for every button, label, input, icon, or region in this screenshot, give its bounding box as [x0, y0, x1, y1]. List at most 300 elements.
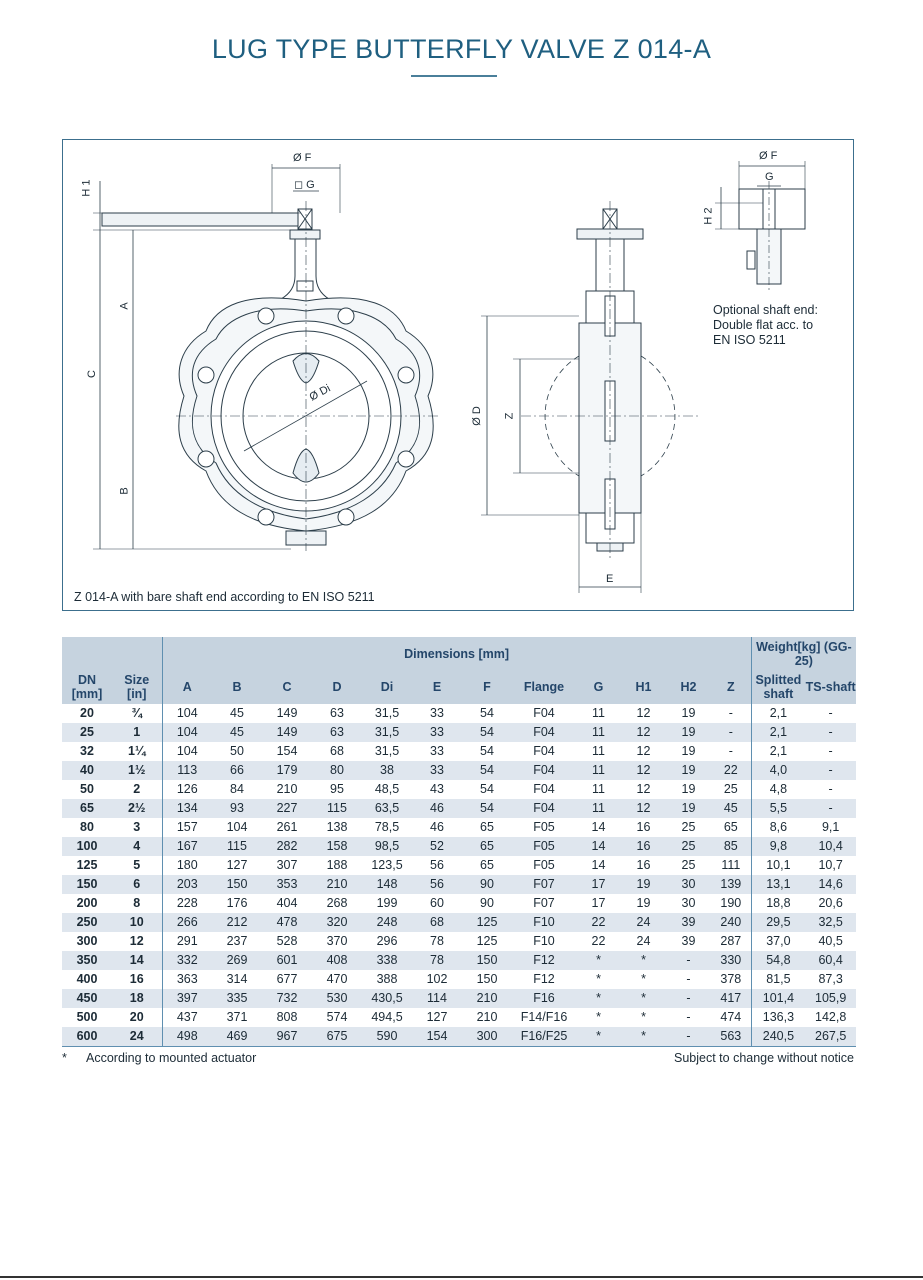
table-cell: 200 — [76, 896, 98, 910]
table-cell: 63 — [330, 706, 344, 720]
table-cell: - — [686, 972, 691, 986]
table-row — [62, 989, 856, 1008]
table-cell: 84 — [230, 782, 244, 796]
table-cell: 210 — [276, 782, 298, 796]
table-cell: * — [621, 951, 666, 970]
table-cell: 19 — [681, 706, 696, 720]
table-cell: 98,5 — [362, 837, 412, 856]
table-cell: 250 — [62, 913, 112, 932]
table-cell: 54 — [462, 761, 512, 780]
column-header: H2 — [666, 670, 711, 704]
table-cell: 176 — [226, 896, 248, 910]
table-cell: 408 — [312, 951, 362, 970]
table-row — [62, 913, 856, 932]
label-phi-f-optional: Ø F — [759, 150, 778, 162]
table-cell: 30 — [681, 896, 696, 910]
table-cell: - — [805, 799, 856, 818]
table-cell: 52 — [412, 837, 462, 856]
table-cell: 240,5 — [751, 1027, 805, 1047]
table-cell: 808 — [276, 1010, 298, 1024]
table-cell: 967 — [262, 1027, 312, 1047]
table-cell: F10 — [533, 934, 555, 948]
table-cell: 732 — [262, 989, 312, 1008]
table-cell: 2,1 — [769, 744, 788, 758]
label-c: C — [85, 370, 98, 378]
column-header: B — [212, 670, 262, 704]
table-cell: 90 — [480, 896, 494, 910]
table-cell: 40,5 — [818, 934, 843, 948]
table-cell: 113 — [162, 761, 212, 780]
table-cell: 56 — [430, 858, 444, 872]
table-cell: * — [596, 972, 601, 986]
table-cell: 65 — [62, 799, 112, 818]
table-cell: F05 — [533, 858, 555, 872]
table-cell: 22 — [591, 934, 606, 948]
table-cell: 157 — [176, 820, 198, 834]
column-header: D — [312, 670, 362, 704]
table-cell: 104 — [176, 706, 198, 720]
table-cell: - — [686, 1010, 691, 1024]
table-cell: 528 — [276, 934, 298, 948]
column-header: Splitted shaft — [751, 670, 805, 704]
table-cell: 167 — [162, 837, 212, 856]
table-cell: 8,6 — [769, 820, 788, 834]
table-cell: 150 — [476, 972, 498, 986]
table-cell: 43 — [430, 782, 444, 796]
table-cell: 11 — [576, 799, 621, 818]
table-cell: 31,5 — [374, 744, 400, 758]
table-cell: F04 — [512, 799, 576, 818]
table-cell: 114 — [412, 989, 462, 1008]
table-cell: 335 — [212, 989, 262, 1008]
table-cell: 50 — [230, 744, 244, 758]
table-cell: 203 — [162, 875, 212, 894]
table-cell: 6 — [112, 875, 162, 894]
table-cell: - — [828, 744, 833, 758]
table-cell: 2 — [112, 780, 162, 799]
table-cell: 675 — [312, 1027, 362, 1047]
table-cell: 25 — [681, 820, 696, 834]
table-cell: 63 — [312, 723, 362, 742]
table-cell: 93 — [212, 799, 262, 818]
table-cell: 450 — [62, 989, 112, 1008]
table-cell: 179 — [262, 761, 312, 780]
table-cell: - — [711, 742, 751, 761]
column-header: DN [mm] — [62, 670, 112, 704]
table-cell: 10,7 — [818, 858, 843, 872]
table-cell: 65 — [711, 818, 751, 837]
table-row — [62, 1008, 856, 1027]
table-cell: 45 — [212, 723, 262, 742]
table-cell: 19 — [681, 744, 696, 758]
table-cell: 600 — [62, 1027, 112, 1047]
footnote — [62, 1051, 256, 1065]
table-cell: 353 — [262, 875, 312, 894]
table-cell: 115 — [312, 799, 362, 818]
table-cell: 138 — [326, 820, 348, 834]
table-cell: 149 — [262, 723, 312, 742]
table-cell: 150 — [62, 875, 112, 894]
table-cell: F10 — [512, 913, 576, 932]
label-z: Z — [503, 412, 516, 420]
table-cell: 54,8 — [751, 951, 805, 970]
table-cell: 127 — [426, 1010, 448, 1024]
table-cell: 10,4 — [805, 837, 856, 856]
table-cell: 1½ — [112, 761, 162, 780]
bottom-rule — [0, 1276, 923, 1278]
table-cell: 12 — [621, 723, 666, 742]
table-cell: 56 — [412, 875, 462, 894]
table-cell: 16 — [112, 970, 162, 989]
table-cell: 574 — [326, 1010, 348, 1024]
label-phi-d: Ø D — [470, 406, 483, 426]
column-header: Flange — [512, 670, 576, 704]
column-header: C — [262, 670, 312, 704]
table-cell: 20 — [112, 1008, 162, 1027]
table-cell: 404 — [276, 896, 298, 910]
table-cell: 5,5 — [751, 799, 805, 818]
table-cell: 210 — [476, 1010, 498, 1024]
optional-shaft-note: Optional shaft end: Double flat acc. to EN ISO 5211 — [713, 303, 818, 347]
table-cell: 32,5 — [805, 913, 856, 932]
table-cell: 25 — [666, 837, 711, 856]
table-cell: 63,5 — [362, 799, 412, 818]
table-cell: F12 — [533, 972, 555, 986]
column-header: Z — [711, 670, 751, 704]
table-row — [62, 1027, 856, 1047]
table-cell: 125 — [76, 858, 98, 872]
table-cell: * — [576, 1027, 621, 1047]
table-cell: 190 — [711, 894, 751, 913]
table-cell: 90 — [462, 875, 512, 894]
table-cell: 10 — [112, 913, 162, 932]
table-cell: 85 — [711, 837, 751, 856]
table-cell: 314 — [226, 972, 248, 986]
side-view — [481, 201, 701, 593]
table-cell: 237 — [226, 934, 248, 948]
table-cell: - — [805, 723, 856, 742]
table-cell: 68 — [412, 913, 462, 932]
table-cell: F14/F16 — [520, 1010, 568, 1024]
table-cell: 45 — [230, 706, 244, 720]
table-cell: 9,1 — [821, 820, 840, 834]
table-cell: 142,8 — [815, 1010, 847, 1024]
table-cell: 677 — [276, 972, 298, 986]
label-b: B — [118, 487, 131, 495]
table-cell: F07 — [533, 896, 555, 910]
table-cell: 14 — [576, 837, 621, 856]
table-cell: 350 — [62, 951, 112, 970]
table-cell: 500 — [76, 1010, 98, 1024]
table-cell: 33 — [430, 744, 444, 758]
label-e: E — [606, 573, 614, 585]
table-cell: 8 — [112, 894, 162, 913]
table-cell: 188 — [326, 858, 348, 872]
table-cell: 300 — [462, 1027, 512, 1047]
table-cell: 46 — [412, 799, 462, 818]
table-cell: 1 — [112, 723, 162, 742]
table-cell: 78,5 — [374, 820, 400, 834]
table-row — [62, 894, 856, 913]
table-cell: 60,4 — [805, 951, 856, 970]
table-cell: 115 — [212, 837, 262, 856]
table-cell: 3 — [112, 818, 162, 837]
label-h1: H 1 — [80, 179, 93, 197]
table-cell: 320 — [312, 913, 362, 932]
column-header: G — [576, 670, 621, 704]
column-header: E — [412, 670, 462, 704]
table-cell: 38 — [362, 761, 412, 780]
table-cell: 590 — [362, 1027, 412, 1047]
table-cell: 50 — [80, 782, 94, 796]
table-cell: - — [666, 1027, 711, 1047]
table-cell: F12 — [512, 951, 576, 970]
table-row — [62, 856, 856, 875]
table-cell: 126 — [176, 782, 198, 796]
front-view — [93, 164, 441, 551]
table-cell: F16/F25 — [512, 1027, 576, 1047]
table-cell: 240 — [711, 913, 751, 932]
table-cell: 32 — [80, 744, 94, 758]
table-cell: 19 — [681, 782, 696, 796]
table-row — [62, 704, 856, 723]
table-cell: - — [711, 723, 751, 742]
table-cell: 5 — [112, 856, 162, 875]
table-cell: F04 — [533, 744, 555, 758]
table-cell: F04 — [512, 761, 576, 780]
table-cell: 397 — [162, 989, 212, 1008]
table-cell: 248 — [362, 913, 412, 932]
table-cell: 494,5 — [371, 1010, 403, 1024]
table-cell: 54 — [462, 723, 512, 742]
table-cell: 530 — [312, 989, 362, 1008]
table-cell: 430,5 — [362, 989, 412, 1008]
table-cell: F04 — [512, 723, 576, 742]
table-cell: 154 — [412, 1027, 462, 1047]
column-header: H1 — [621, 670, 666, 704]
table-cell: 37,0 — [766, 934, 791, 948]
table-cell: - — [666, 989, 711, 1008]
table-cell: 269 — [212, 951, 262, 970]
table-cell: 139 — [711, 875, 751, 894]
table-cell: 474 — [711, 1008, 751, 1027]
table-cell: 371 — [226, 1010, 248, 1024]
label-phi-di: Ø Di — [307, 382, 333, 404]
table-cell: 266 — [162, 913, 212, 932]
column-header: A — [162, 670, 212, 704]
column-header: Size [in] — [112, 670, 162, 704]
table-row — [62, 742, 856, 761]
table-cell: 199 — [376, 896, 398, 910]
column-header: TS-shaft — [805, 670, 856, 704]
table-cell: 95 — [330, 782, 344, 796]
table-cell: 81,5 — [766, 972, 791, 986]
table-cell: 29,5 — [751, 913, 805, 932]
table-cell: 134 — [162, 799, 212, 818]
table-row — [62, 761, 856, 780]
table-cell: ¾ — [112, 704, 162, 723]
table-cell: - — [666, 951, 711, 970]
table-cell: 54 — [480, 782, 494, 796]
table-cell: 12 — [621, 761, 666, 780]
table-cell: 154 — [276, 744, 298, 758]
table-cell: 210 — [312, 875, 362, 894]
table-cell: 31,5 — [374, 706, 400, 720]
table-cell: * — [641, 1010, 646, 1024]
label-phi-f: Ø F — [293, 152, 312, 164]
table-cell: 19 — [666, 799, 711, 818]
label-a: A — [118, 302, 131, 310]
table-cell: 40 — [62, 761, 112, 780]
table-row — [62, 970, 856, 989]
table-cell: 65 — [462, 837, 512, 856]
table-cell: 150 — [462, 951, 512, 970]
table-cell: 4,8 — [769, 782, 788, 796]
table-cell: 478 — [262, 913, 312, 932]
table-cell: 212 — [212, 913, 262, 932]
table-cell: 24 — [112, 1027, 162, 1047]
table-cell: 498 — [162, 1027, 212, 1047]
table-cell: 4 — [112, 837, 162, 856]
label-h2: H 2 — [702, 207, 715, 225]
dimensions-header: Dimensions [mm] — [162, 637, 751, 670]
technical-drawing — [62, 139, 854, 611]
table-cell: 12 — [621, 799, 666, 818]
table-row — [62, 723, 856, 742]
table-cell: F04 — [533, 782, 555, 796]
table-cell: 469 — [212, 1027, 262, 1047]
table-cell: 148 — [362, 875, 412, 894]
table-cell: - — [711, 704, 751, 723]
label-g-optional: G — [765, 171, 774, 183]
valve-drawing-svg — [63, 140, 855, 612]
page-title: LUG TYPE BUTTERFLY VALVE Z 014-A — [211, 34, 712, 64]
table-cell: 22 — [576, 913, 621, 932]
table-cell: 12 — [112, 932, 162, 951]
table-cell: 136,3 — [762, 1010, 795, 1024]
table-cell: 30 — [666, 875, 711, 894]
optional-shaft-end — [715, 161, 805, 291]
table-cell: 111 — [711, 856, 751, 875]
table-cell: 268 — [326, 896, 348, 910]
table-cell: 10,1 — [766, 858, 791, 872]
table-cell: * — [576, 951, 621, 970]
table-cell: 300 — [76, 934, 98, 948]
table-cell: 78 — [412, 951, 462, 970]
table-cell: 11 — [592, 744, 605, 758]
table-cell: 80 — [80, 820, 94, 834]
table-cell: 14,6 — [805, 875, 856, 894]
table-cell: 19 — [636, 896, 651, 910]
table-cell: 14 — [112, 951, 162, 970]
drawing-caption: Z 014-A with bare shaft end according to EN ISO 5211 — [74, 590, 375, 604]
table-cell: - — [828, 706, 833, 720]
table-cell: 437 — [176, 1010, 198, 1024]
table-row — [62, 780, 856, 799]
table-cell: 12 — [636, 706, 651, 720]
change-notice: Subject to change without notice — [674, 1051, 854, 1065]
table-cell: 2½ — [112, 799, 162, 818]
table-cell: 101,4 — [751, 989, 805, 1008]
table-cell: 104 — [176, 744, 198, 758]
table-cell: 18,8 — [766, 896, 791, 910]
table-cell: 33 — [412, 761, 462, 780]
table-cell: 19 — [621, 875, 666, 894]
table-cell: 80 — [312, 761, 362, 780]
table-cell: 14 — [591, 820, 606, 834]
column-header: F — [462, 670, 512, 704]
table-cell: 17 — [591, 896, 606, 910]
table-row — [62, 799, 856, 818]
table-cell: 13,1 — [751, 875, 805, 894]
table-cell: 19 — [666, 723, 711, 742]
table-cell: 39 — [681, 934, 696, 948]
table-cell: 102 — [426, 972, 448, 986]
table-cell: 150 — [212, 875, 262, 894]
table-cell: * — [621, 989, 666, 1008]
table-cell: 68 — [330, 744, 344, 758]
table-cell: 20 — [80, 706, 94, 720]
table-cell: 31,5 — [362, 723, 412, 742]
table-cell: 307 — [276, 858, 298, 872]
table-cell: 2,1 — [769, 706, 788, 720]
table-cell: 54 — [480, 744, 494, 758]
table-cell: 87,3 — [818, 972, 843, 986]
table-cell: 123,5 — [371, 858, 403, 872]
table-cell: 330 — [711, 951, 751, 970]
table-cell: 601 — [262, 951, 312, 970]
table-cell: 210 — [462, 989, 512, 1008]
table-cell: - — [828, 782, 833, 796]
footnote-marker: * — [62, 1051, 67, 1065]
table-cell: 33 — [430, 706, 444, 720]
table-cell: 46 — [430, 820, 444, 834]
table-cell: 33 — [412, 723, 462, 742]
table-cell: 11 — [592, 782, 605, 796]
table-cell: 48,5 — [374, 782, 400, 796]
table-row — [62, 837, 856, 856]
table-cell: 9,8 — [751, 837, 805, 856]
table-cell: 16 — [636, 820, 651, 834]
table-cell: 227 — [262, 799, 312, 818]
table-cell: 363 — [176, 972, 198, 986]
table-cell: 54 — [462, 799, 512, 818]
table-cell: * — [621, 1027, 666, 1047]
table-cell: 65 — [480, 858, 494, 872]
table-cell: 104 — [226, 820, 248, 834]
table-cell: 417 — [711, 989, 751, 1008]
table-cell: 287 — [711, 932, 751, 951]
column-header: Di — [362, 670, 412, 704]
table-cell: 105,9 — [805, 989, 856, 1008]
table-cell: 261 — [276, 820, 298, 834]
table-cell: 24 — [621, 913, 666, 932]
table-cell: 22 — [711, 761, 751, 780]
table-cell: 25 — [62, 723, 112, 742]
table-cell: 100 — [62, 837, 112, 856]
table-cell: 11 — [576, 761, 621, 780]
table-cell: 332 — [162, 951, 212, 970]
table-cell: 338 — [362, 951, 412, 970]
table-cell: 370 — [326, 934, 348, 948]
table-cell: 388 — [376, 972, 398, 986]
table-cell: 267,5 — [805, 1027, 856, 1047]
weight-header: Weight[kg] (GG-25) — [751, 637, 856, 670]
table-cell: 45 — [711, 799, 751, 818]
table-cell: 25 — [681, 858, 696, 872]
table-cell: 149 — [276, 706, 298, 720]
table-cell: 24 — [636, 934, 651, 948]
